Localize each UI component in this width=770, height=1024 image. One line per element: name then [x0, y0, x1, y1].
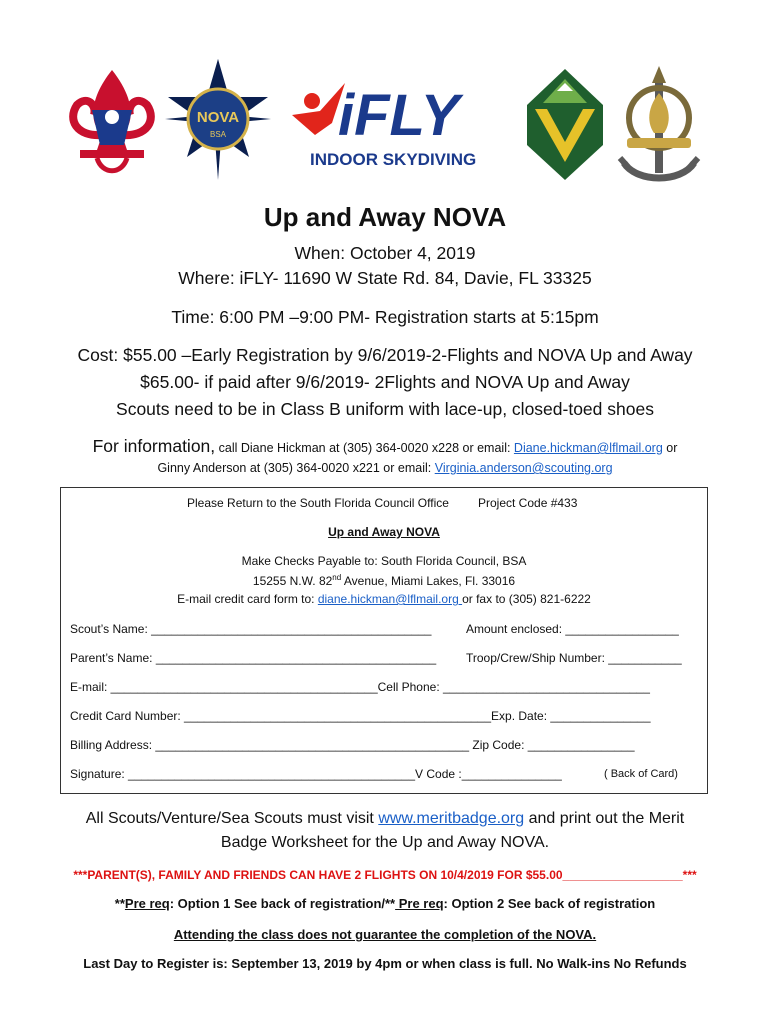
nova-logo-bsa: BSA — [209, 130, 227, 139]
form-address-a: 15255 N.W. 82 — [252, 574, 333, 588]
prereq-stars: ** — [114, 896, 125, 911]
form-fax: or fax to (305) 821-6222 — [462, 592, 591, 606]
registration-form — [60, 487, 708, 794]
form-email-line — [61, 592, 707, 606]
form-return-text: Please Return to the South Florida Council Office — [187, 496, 449, 510]
contact-text-2: Ginny Anderson at (305) 364-0020 x221 or email: — [157, 461, 435, 475]
merit-text-b: and print out the Merit — [524, 810, 685, 827]
ifly-brand-text: iFLY — [338, 83, 460, 148]
scout-name-field[interactable]: Scout’s Name: __________________________________________ — [70, 622, 432, 636]
credit-card-field[interactable]: Credit Card Number: ______________________________________________Exp. Date: _______________ — [70, 709, 651, 723]
logo-banner — [0, 55, 770, 195]
event-when: When: October 4, 2019 — [294, 243, 476, 263]
event-uniform: Scouts need to be in Class B uniform with lace-up, closed-toed shoes — [116, 399, 654, 419]
event-where: Where: iFLY- 11690 W State Rd. 84, Davie, FL 33325 — [178, 268, 592, 288]
family-flights-note: ***PARENT(S), FAMILY AND FRIENDS CAN HAVE 2 FLIGHTS ON 10/4/2019 FOR $55.00__________________*** — [73, 868, 697, 882]
ifly-tagline: INDOOR SKYDIVING — [310, 150, 477, 169]
form-address — [61, 573, 707, 588]
signature-field[interactable]: Signature: ___________________________________________V Code :_______________ — [70, 767, 562, 781]
attending-note: Attending the class does not guarantee the completion of the NOVA. — [173, 927, 597, 942]
parent-name-field[interactable]: Parent’s Name: __________________________________________ — [70, 651, 437, 665]
email-link-diane[interactable]: Diane.hickman@lflmail.org — [513, 441, 663, 455]
email-link-virginia[interactable]: Virginia.anderson@scouting.org — [434, 461, 613, 475]
last-day-note: Last Day to Register is: September 13, 2019 by 4pm or when class is full. No Walk-ins No Refunds — [83, 956, 687, 971]
troop-number-field[interactable]: Troop/Crew/Ship Number: ___________ — [466, 651, 682, 665]
event-cost-late: $65.00- if paid after 9/6/2019- 2Flights and NOVA Up and Away — [140, 372, 630, 392]
venturing-logo — [525, 67, 605, 182]
prereq-label-1: Pre req — [124, 896, 170, 911]
prereq-label-2: Pre req — [395, 896, 444, 911]
form-project-code: Project Code #433 — [478, 496, 578, 510]
ifly-logo — [290, 73, 495, 173]
email-cell-field[interactable]: E-mail: ________________________________________Cell Phone: _______________________________ — [70, 680, 650, 694]
merit-line-1 — [0, 810, 770, 828]
form-address-sup: nd — [332, 573, 342, 582]
contact-line-2 — [0, 461, 770, 475]
event-cost-early: Cost: $55.00 –Early Registration by 9/6/2019-2-Flights and NOVA Up and Away — [77, 345, 693, 365]
contact-line-1 — [0, 436, 770, 457]
form-title: Up and Away NOVA — [328, 525, 440, 539]
amount-enclosed-field[interactable]: Amount enclosed: _________________ — [466, 622, 679, 636]
merit-line-2: Badge Worksheet for the Up and Away NOVA. — [220, 834, 550, 851]
form-checks-payable: Make Checks Payable to: South Florida Council, BSA — [241, 554, 527, 568]
contact-text-1: call Diane Hickman at (305) 364-0020 x228 or email: — [215, 441, 514, 455]
prereq-option-2: : Option 2 See back of registration — [443, 896, 656, 911]
prereq-line — [0, 896, 770, 911]
form-address-b: Avenue, Miami Lakes, Fl. 33016 — [341, 574, 516, 588]
meritbadge-link[interactable]: www.meritbadge.org — [378, 810, 525, 827]
nova-logo-text: NOVA — [196, 109, 240, 126]
form-email-text: E-mail credit card form to: — [177, 592, 318, 606]
event-time: Time: 6:00 PM –9:00 PM- Registration starts at 5:15pm — [171, 307, 599, 327]
prereq-option-1: : Option 1 See back of registration/** — [169, 896, 396, 911]
billing-address-field[interactable]: Billing Address: _______________________________________________ Zip Code: ________________ — [70, 738, 635, 752]
contact-lead: For information, — [92, 436, 216, 456]
back-of-card-note: ( Back of Card) — [604, 768, 678, 780]
page-title: Up and Away NOVA — [263, 202, 507, 232]
contact-text-1b: or — [662, 441, 678, 455]
form-email-link[interactable]: diane.hickman@lflmail.org — [317, 592, 463, 606]
nova-logo — [163, 57, 273, 182]
merit-text-a: All Scouts/Venture/Sea Scouts must visit — [85, 810, 379, 827]
bsa-logo — [62, 65, 162, 180]
sea-scouts-logo — [612, 63, 707, 188]
